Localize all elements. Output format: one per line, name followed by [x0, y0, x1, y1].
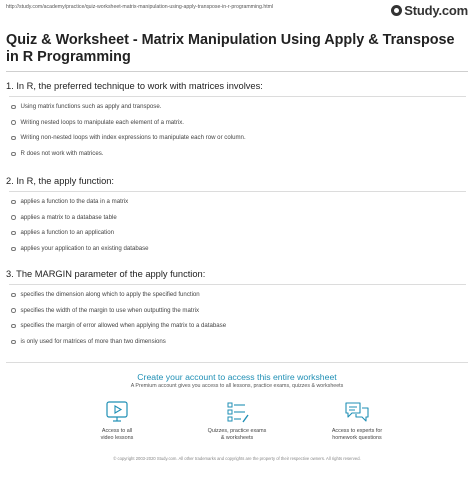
answer-label: is only used for matrices of more than two dimensions: [20, 337, 166, 345]
question-1: [6, 80, 468, 162]
cta-divider: [6, 362, 468, 363]
question-divider: [9, 284, 466, 285]
question-text: 2. In R, the apply function:: [6, 176, 115, 186]
answer-label: applies a matrix to a database table: [20, 213, 117, 221]
radio-icon[interactable]: [11, 247, 16, 252]
answer-option[interactable]: [11, 210, 468, 226]
question-3: [6, 268, 468, 350]
answer-label: specifies the width of the margin to use when outputting the matrix: [20, 306, 200, 314]
radio-icon[interactable]: [11, 105, 16, 110]
question-2: [6, 175, 468, 257]
answer-option[interactable]: [11, 318, 468, 334]
feature-label: Access to all: [101, 428, 133, 434]
feature-label: video lessons: [100, 435, 134, 441]
feature-label: Quizzes, practice exams: [207, 428, 267, 434]
radio-icon[interactable]: [11, 340, 16, 345]
answer-label: specifies the margin of error allowed when applying the matrix to a database: [20, 322, 227, 330]
copyright-footer: [0, 456, 474, 462]
answer-option[interactable]: [11, 287, 468, 303]
quizzes-worksheets-icon: [224, 400, 250, 424]
answer-label: applies a function to an application: [20, 229, 115, 237]
answer-label: Writing nested loops to manipulate each element of a matrix.: [20, 118, 184, 126]
answer-option[interactable]: [11, 99, 468, 115]
question-text: 3. The MARGIN parameter of the apply function:: [6, 269, 206, 279]
radio-icon[interactable]: [11, 231, 16, 236]
feature-experts: [297, 400, 417, 442]
study-logo-icon: [391, 5, 402, 16]
radio-icon[interactable]: [11, 293, 16, 298]
answer-label: applies your application to an existing database: [20, 244, 149, 252]
experts-chat-icon: [343, 400, 371, 424]
answer-label: Using matrix functions such as apply and transpose.: [20, 102, 162, 110]
feature-label: homework questions: [332, 435, 382, 441]
question-text: 1. In R, the preferred technique to work with matrices involves:: [6, 81, 263, 91]
answer-label: applies a function to the data in a matrix: [20, 197, 129, 205]
radio-icon[interactable]: [11, 324, 16, 329]
cta-subtitle: A Premium account gives you access to all lessons, practice exams, quizzes & worksheets: [130, 383, 344, 389]
radio-icon[interactable]: [11, 200, 16, 205]
answer-option[interactable]: [11, 115, 468, 131]
create-account-link[interactable]: Create your account to access this entire worksheet: [137, 372, 337, 382]
radio-icon[interactable]: [11, 136, 16, 141]
answer-option[interactable]: [11, 194, 468, 210]
question-divider: [9, 191, 466, 192]
answer-label: R does not work with matrices.: [20, 149, 104, 157]
answer-option[interactable]: [11, 241, 468, 257]
radio-icon[interactable]: [11, 215, 16, 220]
copyright-text: © copyright 2003-2020 Study.com. All other trademarks and copyrights are the property of their respective owners. All rights reserved.: [113, 456, 361, 461]
study-logo[interactable]: [391, 3, 468, 17]
radio-icon[interactable]: [11, 120, 16, 125]
radio-icon[interactable]: [11, 308, 16, 313]
feature-quizzes: [177, 400, 297, 442]
answer-option[interactable]: [11, 334, 468, 350]
feature-video-lessons: [57, 400, 177, 442]
worksheet-title: Quiz & Worksheet - Matrix Manipulation Using Apply & Transpose in R Programming: [6, 32, 455, 65]
radio-icon[interactable]: [11, 152, 16, 157]
feature-label: & worksheets: [220, 435, 254, 441]
study-logo-text: Study.com: [404, 2, 468, 18]
answer-option[interactable]: [11, 303, 468, 319]
answer-option[interactable]: [11, 146, 468, 162]
page-url: http://study.com/academy/practice/quiz-worksheet-matrix-manipulation-using-apply-transpose-in-r-programming.html: [6, 4, 274, 10]
question-divider: [9, 96, 466, 97]
title-divider: [6, 71, 468, 72]
feature-label: Access to experts for: [331, 428, 383, 434]
answer-option[interactable]: [11, 225, 468, 241]
answer-label: Writing non-nested loops with index expressions to manipulate each row or column.: [20, 134, 246, 142]
answer-option[interactable]: [11, 130, 468, 146]
video-lessons-icon: [104, 400, 130, 424]
answer-label: specifies the dimension along which to apply the specified function: [20, 290, 200, 298]
